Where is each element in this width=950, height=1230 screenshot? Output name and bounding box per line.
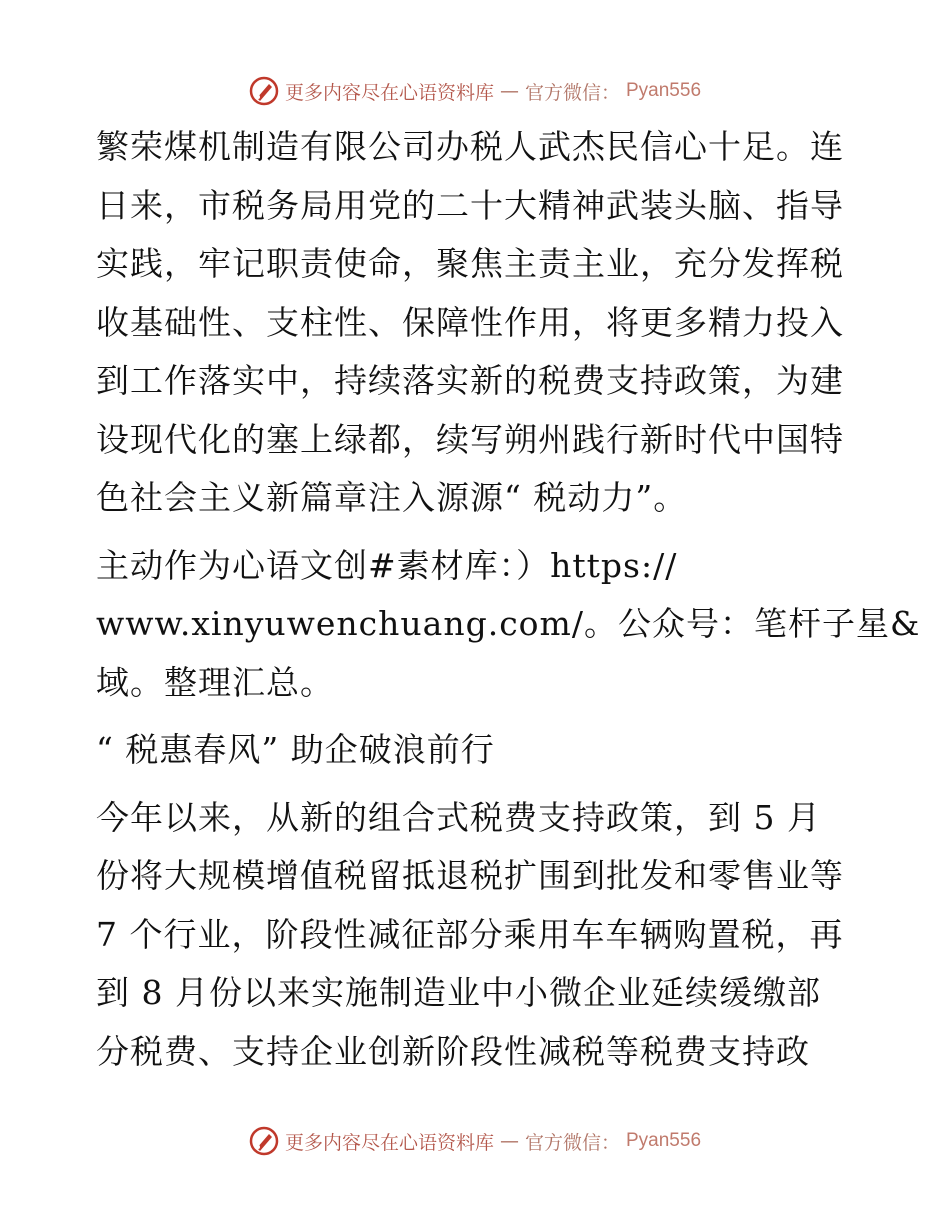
text-line: 7 个行业，阶段性减征部分乘用车车辆购置税，再 (96, 914, 844, 954)
text-line: 设现代化的塞上绿都，续写朔州践行新时代中国特 (96, 419, 844, 459)
watermark-wechat-id: Pyan556 (626, 80, 702, 101)
text-line: 主动作为心语文创#素材库：）https:// (96, 545, 678, 585)
text-line: 实践，牢记职责使命，聚焦主责主业，充分发挥税 (96, 244, 844, 283)
text-line: 繁荣煤机制造有限公司办税人武杰民信心十足。连 (96, 127, 844, 166)
document-body (96, 118, 921, 1081)
watermark-wechat-id: Pyan556 (626, 1130, 702, 1151)
pen-logo-icon (249, 1126, 279, 1156)
watermark-label: 官方微信： (524, 81, 620, 104)
paragraph-2 (96, 537, 921, 713)
text-line: 色社会主义新篇章注入源源“ 税动力”。 (96, 478, 688, 517)
section-heading (96, 721, 856, 780)
text-line: 到工作落实中，持续落实新的税费支持政策，为建 (96, 361, 844, 400)
heading-line: “ 税惠春风” 助企破浪前行 (96, 730, 495, 769)
watermark-label: 官方微信： (524, 1131, 620, 1154)
watermark-text: 更多内容尽在心语资料库 (284, 81, 494, 104)
text-line: 日来，市税务局用党的二十大精神武装头脑、指导 (96, 185, 844, 225)
pen-logo-icon (249, 76, 279, 106)
text-line: 收基础性、支柱性、保障性作用，将更多精力投入 (96, 302, 844, 342)
text-line: 今年以来，从新的组合式税费支持政策，到 5 月 (96, 797, 821, 837)
text-line: 份将大规模增值税留抵退税扩围到批发和零售业等 (96, 856, 844, 895)
footer-watermark (0, 1126, 950, 1156)
paragraph-3 (96, 789, 856, 1082)
text-line: www.xinyuwenchuang.com/。公众号：笔杆子星& (96, 604, 921, 643)
paragraph-1 (96, 118, 856, 528)
text-line: 域。整理汇总。 (96, 662, 334, 702)
watermark-dash: — (499, 80, 519, 102)
text-line: 分税费、支持企业创新阶段性减税等税费支持政 (96, 1031, 810, 1071)
watermark-text: 更多内容尽在心语资料库 (284, 1131, 494, 1154)
text-line: 到 8 月份以来实施制造业中小微企业延续缓缴部 (96, 973, 821, 1012)
watermark-dash: — (499, 1130, 519, 1152)
header-watermark (0, 76, 950, 106)
